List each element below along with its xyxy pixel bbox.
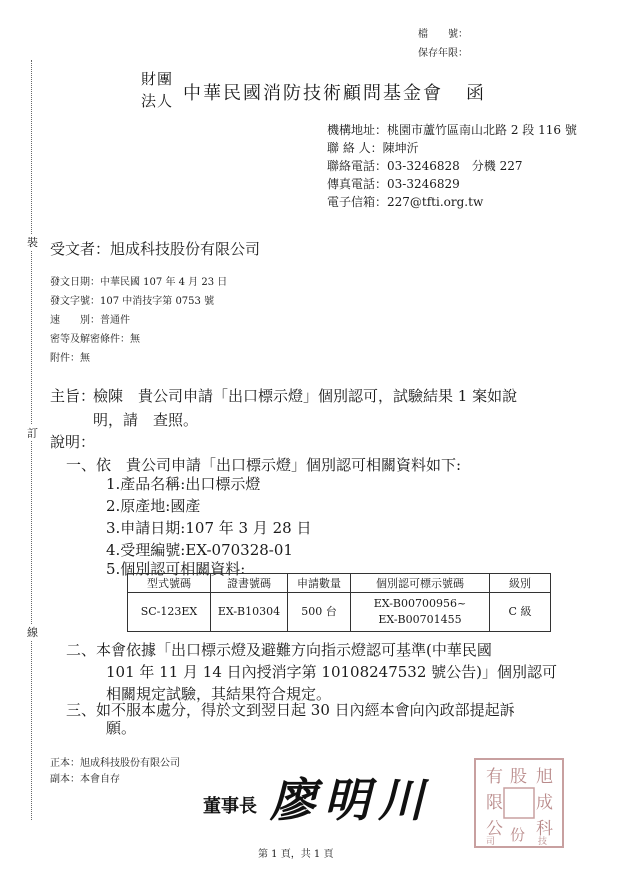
- explanation-label: 說明：: [50, 433, 96, 451]
- explanation-sub-2: 2.原產地:國產: [106, 497, 201, 515]
- table-header: 申請數量: [288, 574, 351, 593]
- subject-label: 主旨：: [50, 387, 96, 405]
- email-label: 電子信箱：: [327, 195, 388, 209]
- company-seal-graphic: [476, 760, 562, 846]
- secrecy-label: 密等及解密條件：: [50, 334, 130, 345]
- contact-person-label: 聯 絡 人：: [327, 141, 383, 155]
- explanation-sub-5: 5.個別認可相關資料:: [106, 560, 246, 578]
- binding-mark-middle: 訂: [27, 427, 38, 440]
- explanation-item-2-line-2: 101 年 11 月 14 日內授消字第 10108247532 號公告)」個別認可: [106, 663, 558, 681]
- fax-label: 傳真電話：: [327, 177, 388, 191]
- table-header: 證書號碼: [211, 574, 288, 593]
- table-cell-qty: 500 台: [288, 593, 351, 632]
- company-seal: [474, 758, 564, 848]
- table-cell-grade: C 級: [490, 593, 551, 632]
- address-label: 機構地址：: [327, 123, 388, 137]
- table-cell-cert: EX-B10304: [211, 593, 288, 632]
- phone-value: 03-3246828 分機 227: [387, 159, 523, 173]
- binding-mark-bottom: 線: [27, 626, 38, 639]
- page-number: 第 1 頁，共 1 頁: [258, 849, 334, 860]
- table-header: 型式號碼: [128, 574, 211, 593]
- date-label: 發文日期：: [50, 277, 100, 288]
- explanation-item-2-line-3: 相關規定試驗，其結果符合規定。: [106, 685, 332, 703]
- table-header: 級別: [490, 574, 551, 593]
- email-value: 227@tfti.org.tw: [387, 195, 484, 209]
- table-cell-mark: [351, 593, 490, 632]
- original-value: 旭成科技股份有限公司: [80, 758, 180, 769]
- retention-label: 保存年限：: [418, 48, 468, 59]
- date-value: 中華民國 107 年 4 月 23 日: [100, 277, 228, 288]
- subject-line-2: 明，請 查照。: [93, 411, 199, 429]
- reference-label: 發文字號：: [50, 296, 100, 307]
- speed-label: 速 別：: [50, 315, 100, 326]
- svg-text:技: 技: [538, 837, 548, 846]
- attachment-label: 附件：: [50, 353, 80, 364]
- svg-text:公: 公: [486, 819, 503, 839]
- org-name: 中華民國消防技術顧問基金會: [183, 83, 443, 104]
- table-cell-model: SC-123EX: [128, 593, 211, 632]
- table-header-row: [128, 574, 551, 593]
- explanation-item-3-line-2: 願。: [106, 719, 137, 737]
- svg-text:有: 有: [486, 767, 503, 787]
- signature-name: 廖明川: [270, 773, 432, 827]
- mark-range-end: EX-B00701455: [378, 613, 462, 626]
- explanation-item-2-line-1: 二、本會依據「出口標示燈及避難方向指示燈認可基準(中華民國: [66, 641, 492, 659]
- copy-label: 副本：: [50, 774, 80, 785]
- subject-line-1: 檢陳 貴公司申請「出口標示燈」個別認可，試驗結果 1 案如說: [93, 387, 518, 405]
- explanation-sub-1: 1.產品名稱:出口標示燈: [106, 475, 261, 493]
- svg-text:份: 份: [510, 826, 526, 844]
- explanation-sub-3: 3.申請日期:107 年 3 月 28 日: [106, 519, 312, 537]
- contact-person-value: 陳坤沂: [382, 141, 419, 155]
- recipient-line: [50, 238, 260, 259]
- secrecy-value: 無: [130, 334, 140, 345]
- table-row: [128, 593, 551, 632]
- explanation-item-1: 一、依 貴公司申請「出口標示燈」個別認可相關資料如下:: [66, 456, 462, 474]
- attachment-value: 無: [80, 353, 90, 364]
- recipient-name: 旭成科技股份有限公司: [110, 240, 261, 258]
- archive-number-label: 檔 號：: [418, 29, 468, 40]
- certification-table: [127, 573, 551, 632]
- address-value: 桃園市蘆竹區南山北路 2 段 116 號: [387, 123, 577, 137]
- copy-value: 本會自存: [80, 774, 120, 785]
- svg-text:成: 成: [536, 793, 553, 813]
- fax-value: 03-3246829: [387, 177, 460, 191]
- svg-text:科: 科: [536, 819, 553, 839]
- mark-range-start: EX-B00700956~: [373, 597, 467, 610]
- table-header: 個別認可標示號碼: [351, 574, 490, 593]
- binding-mark-top: 裝: [27, 236, 38, 249]
- svg-text:限: 限: [486, 793, 503, 813]
- document-type: 函: [466, 83, 485, 104]
- reference-value: 107 中消技字第 0753 號: [100, 296, 215, 307]
- org-type-line2: 法人: [141, 92, 174, 110]
- recipient-label: 受文者：: [50, 240, 111, 258]
- svg-text:司: 司: [486, 837, 496, 846]
- explanation-item-3-line-1: 三、如不服本處分，得於文到翌日起 30 日內經本會向內政部提起訴: [66, 701, 515, 719]
- svg-text:旭: 旭: [536, 767, 553, 787]
- org-type-line1: 財團: [141, 70, 174, 88]
- phone-label: 聯絡電話：: [327, 159, 388, 173]
- svg-text:股: 股: [510, 767, 527, 787]
- explanation-sub-4: 4.受理編號:EX-070328-01: [106, 541, 293, 559]
- speed-value: 普通件: [100, 315, 130, 326]
- signature-title: 董事長: [203, 796, 257, 817]
- original-label: 正本：: [50, 758, 80, 769]
